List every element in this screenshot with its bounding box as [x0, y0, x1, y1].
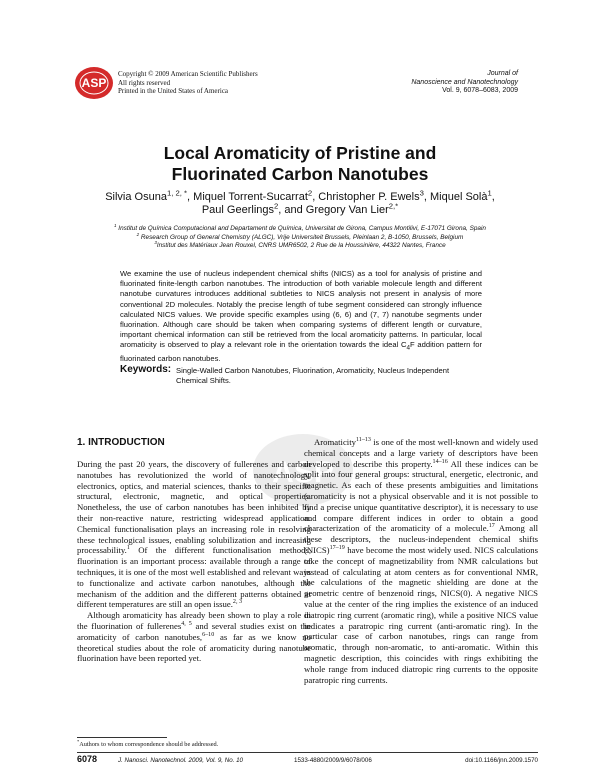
affiliations — [60, 222, 540, 251]
printed-line: Printed in the United States of America — [118, 87, 229, 95]
affiliation-2: $^2$ Research Group of General Chemistry (ALGC), Vrije Universiteit Brussels, Pleinlaan 2, B-1050, Brussels, Belgium — [136, 231, 464, 241]
column-left — [77, 459, 311, 664]
journal-name-line1: Journal of — [487, 70, 518, 77]
journal-info — [411, 70, 518, 96]
svg-text:ASP: ASP — [272, 456, 334, 489]
footer-journal: J. Nanosci. Nanotechnol. 2009, Vol. 9, No. 10 — [118, 757, 243, 764]
svg-text:ASP: ASP — [81, 76, 107, 90]
paper-title — [0, 143, 600, 185]
author-list — [60, 188, 540, 217]
column-right — [304, 437, 538, 685]
affiliation-3: $^3$Institut des Matériaux Jean Rouxel, CNRS UMR6502, 2 Rue de la Houssinière, 44322 Nantes, France — [154, 239, 446, 249]
abstract: We examine the use of nucleus independent chemical shifts (NICS) as a tool for analysis of pristine and fluorinated finite-length carbon nanotubes. The introduction of both variable molecule length and different nanotube curvatures introduces additional subtleties to NICS analysis not present in analysis of more conventional 2D molecules. Notably the precise length of tube segment considered can strongly influence calculated NICS values. We provide specific examples using (6, 6) and (7, 7) nanotube segments under fluorination. Although care should be taken when comparing systems of different length or curvature, important chemical information can still be retrieved from the local aromaticity patterns. In particular, local aromaticity is observed to play a relevant role in the orientation towards the ideal $C_4F$ addition pattern for fluorinated carbon nanotubes. — [120, 269, 482, 364]
footer-doi: doi:10.1166/jnn.2009.1570 — [465, 757, 538, 764]
footer-issn: 1533-4880/2009/9/6078/006 — [294, 757, 372, 764]
asp-logo — [74, 66, 114, 100]
journal-name-line2: Nanoscience and Nanotechnology — [411, 78, 518, 86]
title-line1: Local Aromaticity of Pristine and — [163, 143, 437, 163]
footnote: *Authors to whom correspondence should be addressed. — [77, 738, 219, 748]
paragraph: Although aromaticity has already been shown to play a role in the fluorination of fullerenes$^{4, 5}$ and several studies exist on the aromaticity of carbon nanotubes,$^{6-10}$ as far as we know no theoretical studies about the role of aromaticity during nanotube fluorination have been reported yet. — [77, 610, 311, 664]
journal-volume: Vol. 9, 6078–6083, 2009 — [442, 87, 518, 94]
keywords-label: Keywords: — [120, 364, 172, 375]
rights-line: All rights reserved — [118, 78, 171, 87]
copyright-line: Copyright © 2009 American Scientific Publishers — [118, 70, 258, 78]
keywords-text: Single-Walled Carbon Nanotubes, Fluorination, Aromaticity, Nucleus Independent Chemical Shifts. — [176, 366, 450, 385]
section-heading: 1. INTRODUCTION — [77, 437, 165, 448]
copyright-block — [118, 70, 258, 96]
paragraph: Aromaticity$^{11-13}$ is one of the most well-known and widely used chemical concepts and a large variety of descriptors have been developed to describe this property.$^{14-16}$ All these indices can be split into four general groups: structural, energetic, electronic, and magnetic. As each of these presents ambiguities and limitations (aromaticity is not a physical observable and it is not possible to find a precise unique quantitative descriptor), it is necessary to use and compare different indices in order to obtain a good characterization of the aromaticity of a molecule.$^{17}$ Among all these descriptors, the nucleus-independent chemical shifts (NICS)$^{17-19}$ have become the most widely used. NICS calculations take the concept of magnetizability from NMR calculations but instead of calculating at atom centers as for conventional NMR, the calculations of the magnetic shielding are done at the geometric centre of benzenoid rings, NICS(0). A negative NICS value at the center of the ring implies the existence of an induced diatropic ring current (aromatic ring), while a positive NICS value indicates a paratropic ring current (anti-aromatic ring). In the particular case of carbon nanotubes, rings can range from aromatic, through non-aromatic, to anti-aromatic. Within this magnetic description, this coincides with rings exhibiting the whole range from induced diatropic ring currents to the opposite paratropic ring currents. — [304, 437, 538, 685]
footnote-rule — [77, 737, 167, 738]
paragraph: During the past 20 years, the discovery of fullerenes and carbon nanotubes has revolutionized the world of nanotechnology, electronics, optics, and material sciences, thanks to their specific structural, electronic, magnetic, and optical properties. Nonetheless, the use of carbon nanotubes has been inhibited by their non-reactive nature, restricting widespread application. Chemical functionalisation plays an increasing role in resolving these technological issues, enabling solubilization and increasing processability.$^1$ Of the different functionalisation methods, fluorination is an important process: available through a range of techniques, it is one of the most well established and relevant ways to functionalize and activate carbon nanotubes, although the mechanism of the addition and the different patterns obtained at different temperatures are still an open issue.$^{2, 3}$ — [77, 459, 311, 610]
title-line2: Fluorinated Carbon Nanotubes — [171, 164, 429, 184]
page-number: 6078 — [77, 754, 98, 764]
authors-line2: Paul Geerlings$^2$, and Gregory Van Lier$^{2,*}$ — [201, 201, 399, 216]
affiliation-1: $^1$ Institut de Química Computacional and Departament de Química, Universitat de Girona, Campus Montilivi, E-17071 Girona, Spain — [114, 222, 486, 232]
authors-line1: Silvia Osuna$^{1, 2, *}$, Miquel Torrent-Sucarrat$^2$, Christopher P. Ewels$^3$, Miquel Solà$^1$, — [105, 188, 495, 203]
footer-rule — [77, 752, 538, 753]
